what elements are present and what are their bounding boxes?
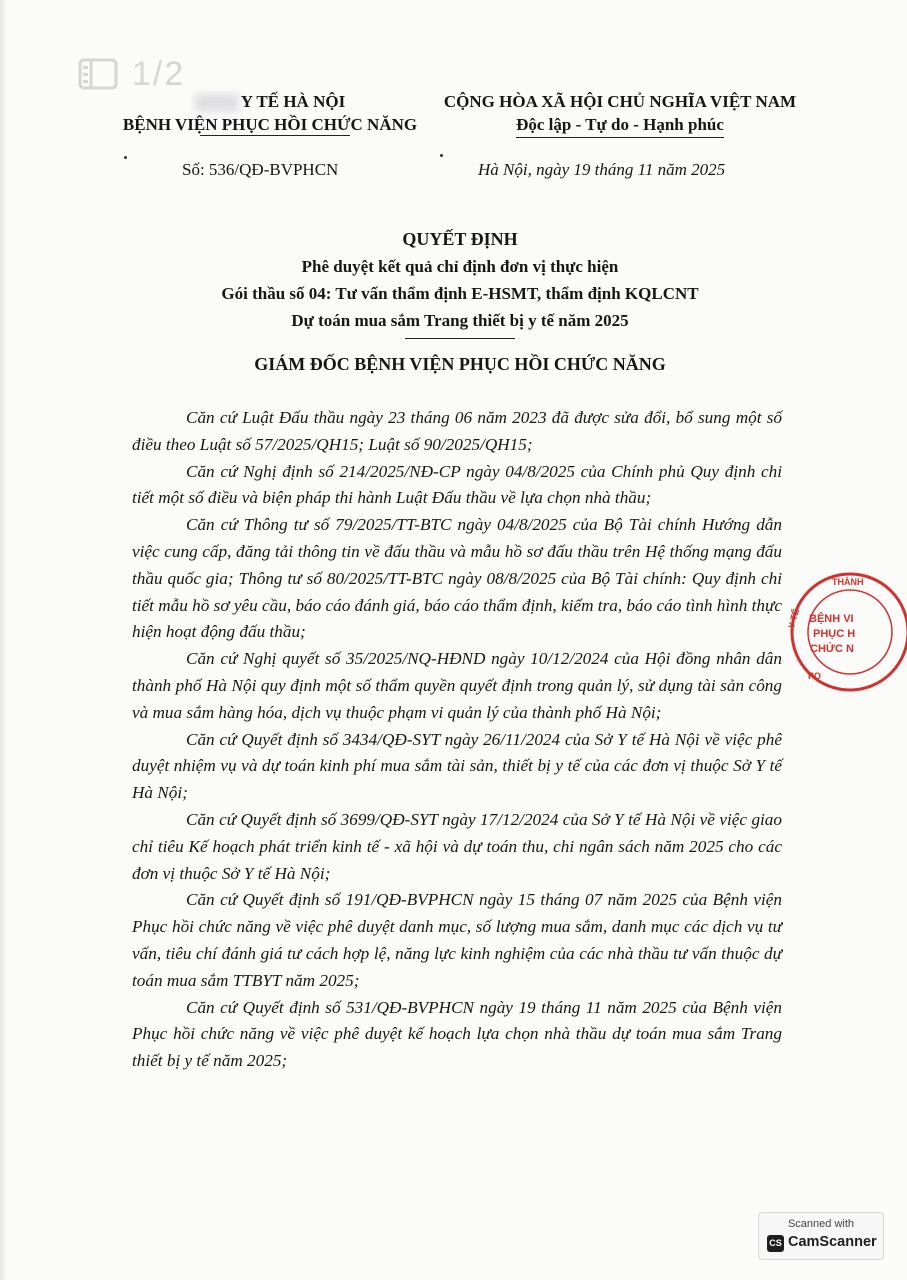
decision-heading: QUYẾT ĐỊNH	[402, 229, 518, 249]
issuing-authority: GIÁM ĐỐC BỆNH VIỆN PHỤC HỒI CHỨC NĂNG	[254, 354, 666, 374]
scan-speck	[440, 154, 443, 157]
decision-subject-line-1: Phê duyệt kết quả chỉ định đơn vị thực hiện	[301, 257, 619, 276]
seal-ring-text: THÀNH	[832, 577, 864, 587]
legal-basis-paragraph: Căn cứ Quyết định số 191/QĐ-BVPHCN ngày 15 tháng 07 năm 2025 của Bệnh viện Phục hồi chức năng về việc phê duyệt danh mục, số lượng mua sắm, danh mục các dịch vụ tư vấn, tiêu chí đánh giá tư cách hợp lệ, năng lực kinh nghiệm của các nhà thầu tư vấn thuộc dự toán mua sắm TTBYT năm 2025;	[132, 890, 782, 990]
legal-basis-paragraph: Căn cứ Thông tư số 79/2025/TT-BTC ngày 04/8/2025 của Bộ Tài chính Hướng dẫn việc cung cấp, đăng tải thông tin về đấu thầu và mẫu hồ sơ đấu thầu trên Hệ thống mạng đấu thầu quốc gia; Thông tư số 80/2025/TT-BTC ngày 08/8/2025 của Bộ Tài chính: Quy định chi tiết mẫu hồ sơ yêu cầu, báo cáo đánh giá, báo cáo thẩm định, kiểm tra, báo cáo tình hình thực hiện hoạt động đấu thầu;	[132, 515, 782, 642]
legal-basis-paragraph: Căn cứ Nghị quyết số 35/2025/NQ-HĐND ngày 10/12/2024 của Hội đồng nhân dân thành phố Hà Nội quy định một số thẩm quyền quyết định trong quản lý, sử dụng tài sản công và mua sắm hàng hóa, dịch vụ thuộc phạm vi quản lý của thành phố Hà Nội;	[132, 649, 782, 722]
camscanner-logo-icon: CS	[767, 1235, 784, 1252]
agency-header	[105, 90, 435, 136]
seal-side-text: Y TẾ	[786, 607, 802, 630]
legal-basis-paragraph: Căn cứ Quyết định số 531/QĐ-BVPHCN ngày 19 tháng 11 năm 2025 của Bệnh viện Phục hồi chức năng về việc phê duyệt kế hoạch lựa chọn nhà thầu dự toán mua sắm Trang thiết bị y tế năm 2025;	[132, 997, 782, 1071]
document-pages-icon	[78, 56, 120, 92]
legal-basis-paragraph: Căn cứ Quyết định số 3434/QĐ-SYT ngày 26/11/2024 của Sở Y tế Hà Nội về việc phê duyệt nhiệm vụ và dự toán kinh phí mua sắm tài sản, thiết bị y tế của các đơn vị thuộc Sở Y tế Hà Nội;	[132, 729, 782, 803]
hospital-line: BỆNH VIỆN PHỤC HỒI CHỨC NĂNG	[122, 115, 418, 134]
watermark-top-text: Scanned with	[787, 1218, 855, 1230]
document-number: Số: 536/QĐ-BVPHCN	[182, 160, 339, 179]
seal-line-3: CHỨC N	[810, 643, 854, 655]
legal-basis-section	[132, 405, 782, 1075]
decision-subject-line-2: Gói thầu số 04: Tư vấn thẩm định E-HSMT, thẩm định KQLCNT	[221, 284, 699, 303]
legal-basis-paragraph: Căn cứ Quyết định số 3699/QĐ-SYT ngày 17/12/2024 của Sở Y tế Hà Nội về việc giao chỉ tiêu Kế hoạch phát triển kinh tế - xã hội và dự toán thu, chi ngân sách năm 2025 cho các đơn vị thuộc Sở Y tế Hà Nội;	[132, 809, 782, 883]
seal-line-2: PHỤC H	[813, 628, 856, 640]
seal-bottom-text: PO	[808, 671, 822, 681]
decision-title	[120, 226, 800, 339]
national-motto: Độc lập - Tự do - Hạnh phúc	[516, 113, 724, 138]
legal-basis-paragraph: Căn cứ Luật Đấu thầu ngày 23 tháng 06 năm 2023 đã được sửa đổi, bổ sung một số điều theo Luật số 57/2025/QH15; Luật số 90/2025/QH15;	[132, 408, 782, 454]
scan-speck	[124, 156, 127, 159]
title-rule	[405, 338, 515, 339]
page-counter-label: 1/2	[132, 54, 186, 93]
header-underline	[200, 135, 350, 136]
country-line: CỘNG HÒA XÃ HỘI CHỦ NGHĨA VIỆT NAM	[443, 92, 797, 111]
legal-basis-paragraph: Căn cứ Nghị định số 214/2025/NĐ-CP ngày 04/8/2025 của Chính phủ Quy định chi tiết một số điều và biện pháp thi hành Luật Đấu thầu về lựa chọn nhà thầu;	[132, 461, 782, 508]
red-official-seal-icon	[780, 567, 907, 697]
national-header	[420, 90, 820, 138]
watermark-brand: CamScanner	[788, 1234, 877, 1250]
document-date: Hà Nội, ngày 19 tháng 11 năm 2025	[478, 160, 726, 179]
camscanner-watermark	[758, 1212, 884, 1260]
seal-line-1: BỆNH VI	[809, 613, 854, 625]
page-edge-shadow	[0, 0, 8, 1280]
ministry-line: Y TẾ HÀ NỘI	[240, 92, 346, 111]
redacted-blur	[195, 94, 239, 112]
decision-subject-line-3: Dự toán mua sắm Trang thiết bị y tế năm 2025	[291, 311, 629, 330]
